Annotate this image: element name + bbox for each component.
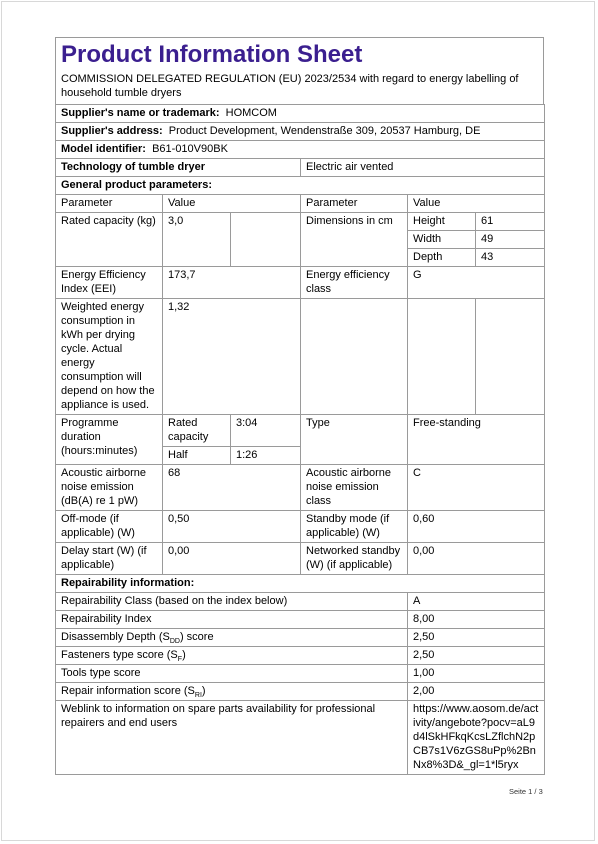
noise-row <box>56 465 545 511</box>
weighted-row <box>56 299 545 415</box>
programme-rated-label: Rated capacity <box>163 415 231 447</box>
eei-value: 173,7 <box>163 267 301 299</box>
tools-row <box>56 665 545 683</box>
delay-label: Delay start (W) (if applicable) <box>56 543 163 575</box>
depth-label: Depth <box>408 249 476 267</box>
type-value: Free-standing <box>408 415 545 465</box>
product-information-sheet <box>55 37 544 775</box>
networked-value: 0,00 <box>408 543 545 575</box>
technology-value: Electric air vented <box>301 159 545 177</box>
programme-half-value: 1:26 <box>231 447 301 465</box>
weighted-value: 1,32 <box>163 299 301 415</box>
model-value: B61-010V90BK <box>152 143 228 155</box>
weblink-value[interactable]: https://www.aosom.de/activity/angebote?pocv=aL9d4lSkHFkqKcsLZflchN2pCB7s1V6zGS8uPp%2BnNx8%3D&_gl=1*l5ryx <box>408 701 545 775</box>
title-box <box>55 37 544 104</box>
offmode-value: 0,50 <box>163 511 301 543</box>
disassembly-label: Disassembly Depth $(S_{DD})$ score <box>56 629 408 647</box>
repair-info-value: 2,00 <box>408 683 545 701</box>
height-label: Height <box>408 213 476 231</box>
header-value-1: Value <box>163 195 301 213</box>
supplier-name-row <box>56 105 545 123</box>
disassembly-value: 2,50 <box>408 629 545 647</box>
model-label: Model identifier: <box>61 143 146 155</box>
noise-class-label: Acoustic airborne noise emission class <box>301 465 408 511</box>
eei-row <box>56 267 545 299</box>
page-number: Seite 1 / 3 <box>509 787 543 796</box>
technology-row <box>56 159 545 177</box>
regulation-text: COMMISSION DELEGATED REGULATION (EU) 2023/2534 with regard to energy labelling of household tumble dryers <box>61 73 519 99</box>
page-title: Product Information Sheet <box>61 41 363 68</box>
disassembly-row <box>56 629 545 647</box>
weblink-label: Weblink to information on spare parts availability for professional repairers and end users <box>56 701 408 775</box>
energy-class-label: Energy efficiency class <box>301 267 408 299</box>
eei-label: Energy Efficiency Index (EEI) <box>56 267 163 299</box>
weblink-row <box>56 701 545 775</box>
model-row <box>56 141 545 159</box>
repair-class-row <box>56 593 545 611</box>
repair-info-label: Repair information score $(S_{RI})$ <box>56 683 408 701</box>
header-parameter-2: Parameter <box>301 195 408 213</box>
depth-value: 43 <box>476 249 545 267</box>
standby-value: 0,60 <box>408 511 545 543</box>
repair-class-value: A <box>408 593 545 611</box>
height-value: 61 <box>476 213 545 231</box>
programme-half-label: Half <box>163 447 231 465</box>
type-label: Type <box>301 415 408 465</box>
repair-heading: Repairability information: <box>56 575 545 593</box>
weighted-label: Weighted energy consumption in kWh per drying cycle. Actual energy consumption will depend on how the appliance is used. <box>56 299 163 415</box>
tools-label: Tools type score <box>56 665 408 683</box>
width-label: Width <box>408 231 476 249</box>
programme-label: Programme duration (hours:minutes) <box>56 415 163 465</box>
delay-row <box>56 543 545 575</box>
supplier-name-value: HOMCOM <box>225 107 277 119</box>
supplier-address-row <box>56 123 545 141</box>
fasteners-value: 2,50 <box>408 647 545 665</box>
rated-capacity-label: Rated capacity (kg) <box>56 213 163 267</box>
width-value: 49 <box>476 231 545 249</box>
standby-label: Standby mode (if applicable) (W) <box>301 511 408 543</box>
info-table <box>55 104 545 775</box>
fasteners-row <box>56 647 545 665</box>
repair-heading-row <box>56 575 545 593</box>
supplier-name-label: Supplier's name or trademark: <box>61 107 220 119</box>
repair-index-value: 8,00 <box>408 611 545 629</box>
dimensions-label: Dimensions in cm <box>301 213 408 267</box>
header-value-2: Value <box>408 195 545 213</box>
noise-label: Acoustic airborne noise emission (dB(A) re 1 pW) <box>56 465 163 511</box>
general-heading: General product parameters: <box>56 177 545 195</box>
repair-info-row <box>56 683 545 701</box>
offmode-row <box>56 511 545 543</box>
header-row <box>56 195 545 213</box>
noise-class-value: C <box>408 465 545 511</box>
supplier-address-label: Supplier's address: <box>61 125 163 137</box>
supplier-address-value: Product Development, Wendenstraße 309, 20537 Hamburg, DE <box>168 125 481 137</box>
repair-index-row <box>56 611 545 629</box>
fasteners-label: Fasteners type score $(S_F)$ <box>56 647 408 665</box>
programme-rated-value: 3:04 <box>231 415 301 447</box>
general-heading-row <box>56 177 545 195</box>
offmode-label: Off-mode (if applicable) (W) <box>56 511 163 543</box>
capacity-row <box>56 213 545 231</box>
tools-value: 1,00 <box>408 665 545 683</box>
programme-row <box>56 415 545 447</box>
rated-capacity-value: 3,0 <box>163 213 231 267</box>
networked-label: Networked standby (W) (if applicable) <box>301 543 408 575</box>
delay-value: 0,00 <box>163 543 301 575</box>
noise-value: 68 <box>163 465 301 511</box>
repair-class-label: Repairability Class (based on the index below) <box>56 593 408 611</box>
technology-label: Technology of tumble dryer <box>56 159 301 177</box>
repair-index-label: Repairability Index <box>56 611 408 629</box>
energy-class-value: G <box>408 267 545 299</box>
header-parameter-1: Parameter <box>56 195 163 213</box>
